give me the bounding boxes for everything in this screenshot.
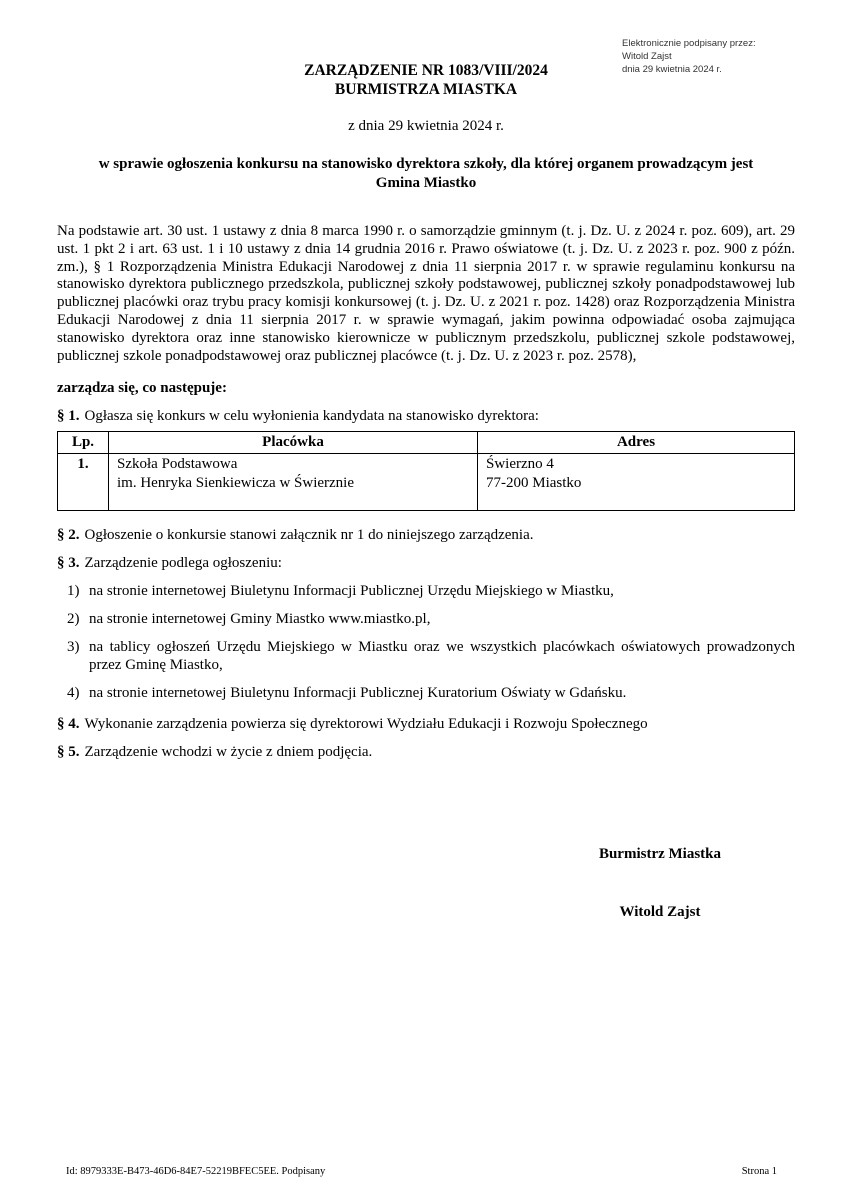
- ordains-clause: zarządza się, co następuje:: [57, 380, 227, 397]
- subject-line-1: w sprawie ogłoszenia konkursu na stanowisko dyrektora szkoły, dla której organem prowadzącym jest: [98, 156, 754, 172]
- table-header-adres: Adres: [478, 432, 795, 454]
- stamp-date: dnia 29 kwietnia 2024 r.: [622, 64, 722, 75]
- list-item-text: na tablicy ogłoszeń Urzędu Miejskiego w Miastku oraz we wszystkich placówkach oświatowych prowadzonych przez Gminę Miastko,: [89, 639, 795, 674]
- list-item-text: na stronie internetowej Gminy Miastko www.miastko.pl,: [89, 611, 431, 628]
- placowka-line-2: im. Henryka Sienkiewicza w Świerznie: [117, 475, 355, 492]
- list-item-1: [67, 582, 795, 600]
- list-item-text: na stronie internetowej Biuletynu Informacji Publicznej Kuratorium Oświaty w Gdańsku.: [89, 685, 627, 702]
- table-header-placowka: Placówka: [109, 432, 478, 454]
- ordinance-subject: [57, 155, 795, 193]
- page-number: Strona 1: [741, 1166, 777, 1177]
- legal-basis-paragraph: Na podstawie art. 30 ust. 1 ustawy z dnia 8 marca 1990 r. o samorządzie gminnym (t. j. Dz. U. z 2024 r. poz. 609), art. 29 ust. 1 pkt 2 i art. 63 ust. 1 i 10 ustawy z dnia 14 grudnia 2016 r. Prawo oświatowe (t. j. Dz. U. z 2023 r. poz. 900 z późn. zm.), § 1 Rozporządzenia Ministra Edukacji Narodowej z dnia 11 sierpnia 2017 r. w sprawie regulaminu konkursu na stanowisko dyrektora publicznego przedszkola, publicznej szkoły podstawowej, publicznej szkoły ponadpodstawowej lub publicznej placówki oraz trybu pracy komisji konkursowej (t. j. Dz. U. z 2021 r. poz. 1428) oraz Rozporządzenia Ministra Edukacji Narodowej z dnia 11 sierpnia 2017 r. w sprawie wymagań, jakim powinna odpowiadać osoba zajmująca stanowisko dyrektora oraz inne stanowisko kierownicze w publicznym przedszkolu, publicznej szkole podstawowej, publicznej szkole ponadpodstawowej oraz publicznej placówce (t. j. Dz. U. z 2023 r. poz. 2578),: [57, 223, 795, 364]
- signer-name: Witold Zajst: [619, 904, 701, 921]
- page-footer: [66, 1166, 777, 1177]
- section-number: § 3.: [57, 555, 80, 572]
- section-paragraph-4: [57, 715, 795, 733]
- section-text: Ogłoszenie o konkursie stanowi załącznik nr 1 do niniejszego zarządzenia.: [84, 527, 534, 544]
- table-header-row: [58, 432, 795, 454]
- table-row: [58, 454, 795, 511]
- adres-line-1: Świerzno 4: [486, 456, 554, 473]
- stamp-signer-name: Witold Zajst: [622, 51, 672, 62]
- section-number: § 2.: [57, 527, 80, 544]
- section-text: Wykonanie zarządzenia powierza się dyrektorowi Wydziału Edukacji i Rozwoju Społecznego: [84, 716, 648, 733]
- publication-list: [57, 582, 795, 702]
- ordinance-date: z dnia 29 kwietnia 2024 r.: [348, 118, 504, 134]
- list-item-4: [67, 684, 795, 702]
- section-paragraph-5: [57, 743, 795, 761]
- placowka-line-1: Szkoła Podstawowa: [117, 456, 238, 473]
- list-item-2: [67, 610, 795, 628]
- ordinance-issuer: BURMISTRZA MIASTKA: [334, 81, 518, 98]
- list-item-number: 4): [67, 685, 80, 702]
- placements-table: [57, 431, 795, 511]
- document-id: Id: 8979333E-B473-46D6-84E7-52219BFEC5EE. Podpisany: [66, 1166, 326, 1177]
- section-paragraph-2: [57, 526, 795, 544]
- cell-lp: 1.: [58, 454, 109, 511]
- list-item-3: [67, 638, 795, 674]
- section-number: § 5.: [57, 744, 80, 761]
- list-item-number: 1): [67, 583, 80, 600]
- subject-line-2: Gmina Miastko: [375, 175, 477, 191]
- list-item-text: na stronie internetowej Biuletynu Informacji Publicznej Urzędu Miejskiego w Miastku,: [89, 583, 614, 600]
- section-text: Ogłasza się konkurs w celu wyłonienia kandydata na stanowisko dyrektora:: [84, 408, 539, 425]
- cell-placowka: [109, 454, 478, 511]
- section-paragraph-3: [57, 554, 795, 572]
- electronic-signature-stamp: [622, 37, 756, 76]
- ordinance-number: ZARZĄDZENIE NR 1083/VIII/2024: [304, 62, 548, 79]
- signature-block: [510, 845, 810, 921]
- adres-line-2: 77-200 Miastko: [486, 475, 582, 492]
- section-number: § 1.: [57, 408, 80, 425]
- section-text: Zarządzenie podlega ogłoszeniu:: [84, 555, 282, 572]
- section-number: § 4.: [57, 716, 80, 733]
- stamp-label: Elektronicznie podpisany przez:: [622, 38, 756, 49]
- section-text: Zarządzenie wchodzi w życie z dniem podjęcia.: [84, 744, 373, 761]
- list-item-number: 2): [67, 611, 80, 628]
- list-item-number: 3): [67, 639, 80, 656]
- signer-title: Burmistrz Miastka: [598, 846, 722, 863]
- section-paragraph-1: [57, 407, 795, 425]
- table-header-lp: Lp.: [58, 432, 109, 454]
- cell-adres: [478, 454, 795, 511]
